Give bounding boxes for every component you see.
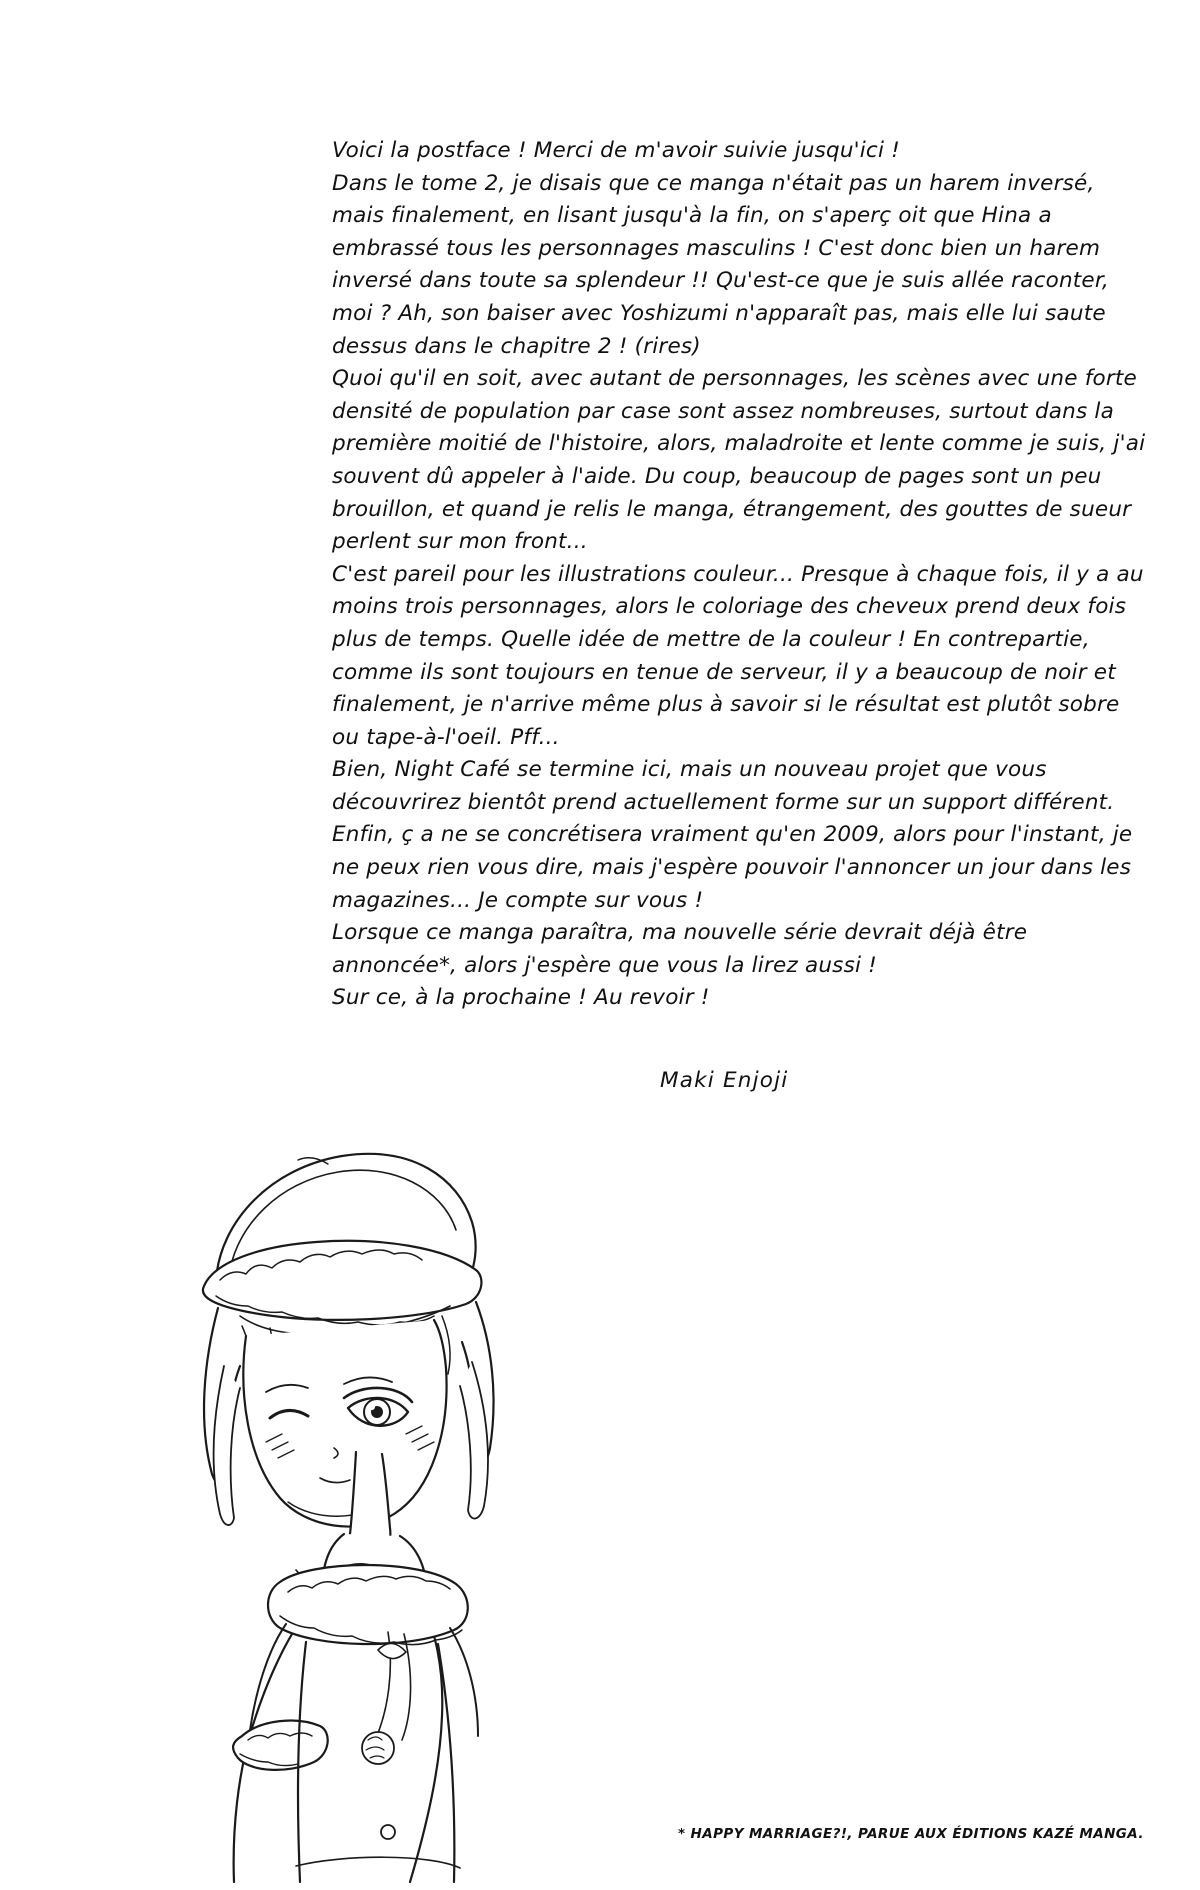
afterword-paragraph: Dans le tome 2, je disais que ce manga n'était pas un harem inversé, mais finalement, en lisant jusqu'à la fin, on s'aperç oit que Hina a embrassé tous les personnages masculins ! C'est donc bien un harem inversé dans toute sa splendeur !! Qu'est-ce que je suis allée raconter, moi ? Ah, son baiser avec Yoshizumi n'apparaît pas, mais elle lui saute dessus dans le chapitre 2 ! (rires): [332, 170, 1109, 359]
pompom: [362, 1732, 394, 1764]
afterword-text-block: [332, 135, 1152, 1015]
afterword-paragraph: Lorsque ce manga paraîtra, ma nouvelle série devrait déjà être annoncée*, alors j'espère que vous la lirez aussi !: [332, 920, 1028, 978]
afterword-paragraph: Quoi qu'il en soit, avec autant de personnages, les scènes avec une forte densité de population par case sont assez nombreuses, surtout dans la première moitié de l'histoire, alors, maladroite et lente comme je suis, j'ai souvent dû appeler à l'aide. Du coup, beaucoup de pages sont un peu brouillon, et quand je relis le manga, étrangement, des gouttes de sueur perlent sur mon front...: [332, 366, 1146, 555]
footnote-text: * HAPPY MARRIAGE?!, PARUE AUX ÉDITIONS KAZÉ MANGA.: [678, 1826, 1144, 1842]
illustration-girl-santa-hat: [120, 1130, 640, 1890]
afterword-paragraph: C'est pareil pour les illustrations couleur... Presque à chaque fois, il y a au moins trois personnages, alors le coloriage des cheveux prend deux fois plus de temps. Quelle idée de mettre de la couleur ! En contrepartie, comme ils sont toujours en tenue de serveur, il y a beaucoup de noir et finalement, je n'arrive même plus à savoir si le résultat est plutôt sobre ou tape-à-l'oeil. Pff...: [332, 561, 1144, 750]
afterword-paragraph: Bien, Night Café se termine ici, mais un nouveau projet que vous découvrirez bientôt prend actuellement forme sur un support différent. Enfin, ç a ne se concrétisera vraiment qu'en 2009, alors pour l'instant, je ne peux rien vous dire, mais j'espère pouvoir l'annoncer un jour dans les magazines... Je compte sur vous !: [332, 757, 1133, 913]
santa-hat-icon: [203, 1154, 482, 1325]
afterword-paragraph: Sur ce, à la prochaine ! Au revoir !: [332, 985, 710, 1011]
face: [243, 1320, 446, 1527]
author-signature: Maki Enjoji: [660, 1068, 789, 1093]
afterword-paragraph: Voici la postface ! Merci de m'avoir suivie jusqu'ici !: [332, 138, 900, 163]
